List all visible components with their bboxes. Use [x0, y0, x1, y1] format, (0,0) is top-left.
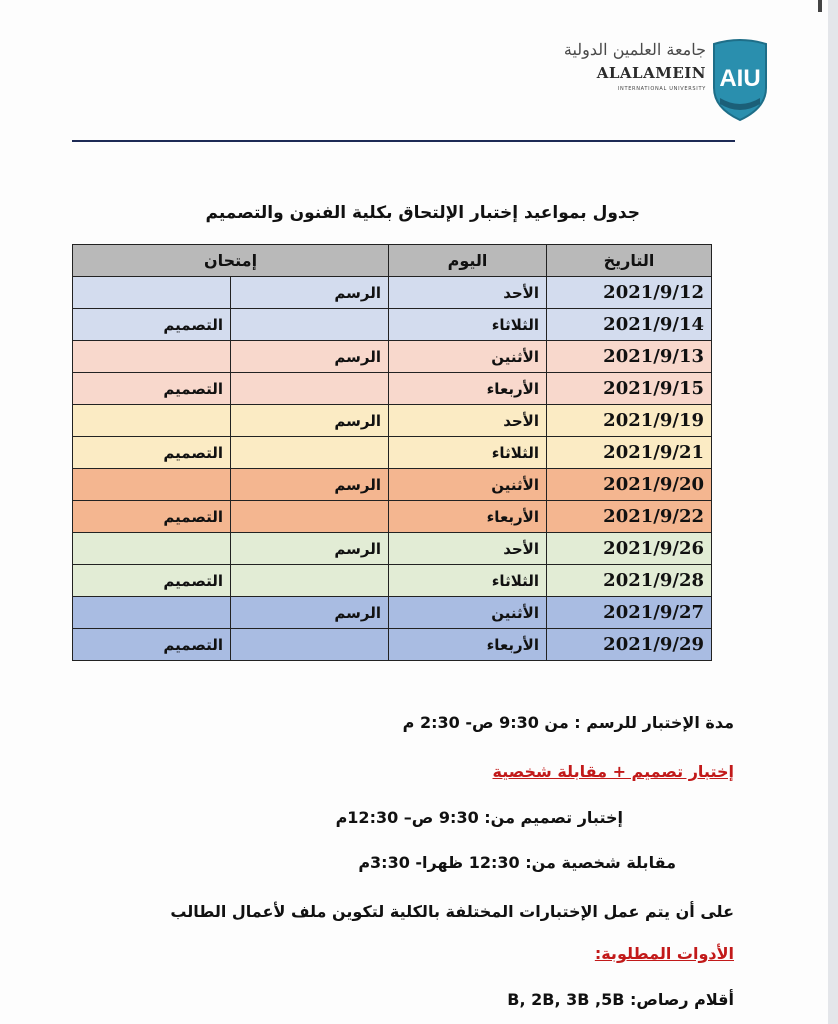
- day-cell: الأحد: [389, 533, 547, 565]
- table-row: [73, 469, 712, 501]
- exam-empty-cell: [231, 501, 389, 533]
- date-cell: 2021/9/15: [547, 373, 712, 405]
- schedule-table: [72, 244, 712, 661]
- exam-empty-cell: [231, 309, 389, 341]
- day-cell: الثلاثاء: [389, 437, 547, 469]
- day-cell: الأثنين: [389, 597, 547, 629]
- day-cell: الأحد: [389, 277, 547, 309]
- date-cell: 2021/9/22: [547, 501, 712, 533]
- date-cell: 2021/9/28: [547, 565, 712, 597]
- exam-cell: التصميم: [73, 309, 231, 341]
- header-divider: [72, 140, 735, 142]
- exam-empty-cell: [73, 277, 231, 309]
- date-cell: 2021/9/19: [547, 405, 712, 437]
- exam-cell: التصميم: [73, 437, 231, 469]
- tools-heading: الأدوات المطلوبة:: [594, 944, 734, 963]
- table-row: [73, 373, 712, 405]
- exam-empty-cell: [73, 533, 231, 565]
- table-row: [73, 501, 712, 533]
- design-interview-heading: إختبار تصميم + مقابلة شخصية: [492, 762, 734, 781]
- exam-cell: التصميم: [73, 501, 231, 533]
- table-row: [73, 341, 712, 373]
- exam-empty-cell: [231, 629, 389, 661]
- day-cell: الأربعاء: [389, 373, 547, 405]
- exam-empty-cell: [231, 437, 389, 469]
- drawing-duration: مدة الإختبار للرسم : من 9:30 ص- 2:30 م: [402, 713, 734, 732]
- header-date: التاريخ: [547, 245, 712, 277]
- exam-cell: الرسم: [231, 533, 389, 565]
- date-cell: 2021/9/21: [547, 437, 712, 469]
- exam-empty-cell: [73, 341, 231, 373]
- date-cell: 2021/9/12: [547, 277, 712, 309]
- day-cell: الأربعاء: [389, 629, 547, 661]
- exam-empty-cell: [73, 405, 231, 437]
- interview-time: مقابلة شخصية من: 12:30 ظهرا- 3:30م: [358, 853, 676, 872]
- day-cell: الأثنين: [389, 341, 547, 373]
- table-row: [73, 309, 712, 341]
- table-row: [73, 405, 712, 437]
- exam-cell: التصميم: [73, 565, 231, 597]
- table-row: [73, 533, 712, 565]
- table-row: [73, 565, 712, 597]
- table-row: [73, 629, 712, 661]
- aiu-shield-icon: [710, 36, 770, 122]
- table-row: [73, 597, 712, 629]
- day-cell: الأربعاء: [389, 501, 547, 533]
- exam-empty-cell: [231, 565, 389, 597]
- day-cell: الثلاثاء: [389, 309, 547, 341]
- table-header-row: [73, 245, 712, 277]
- date-cell: 2021/9/27: [547, 597, 712, 629]
- day-cell: الأثنين: [389, 469, 547, 501]
- design-time: إختبار تصميم من: 9:30 ص– 12:30م: [335, 808, 623, 827]
- exam-cell: الرسم: [231, 405, 389, 437]
- header-exam: إمتحان: [73, 245, 389, 277]
- exam-empty-cell: [73, 597, 231, 629]
- table-row: [73, 277, 712, 309]
- table-row: [73, 437, 712, 469]
- window-edge: [828, 0, 838, 1024]
- university-logo: [565, 36, 770, 126]
- logo-subtitle: INTERNATIONAL UNIVERSITY: [617, 86, 706, 92]
- pencils-line: أقلام رصاص: B, 2B, 3B ,5B: [507, 990, 734, 1009]
- day-cell: الثلاثاء: [389, 565, 547, 597]
- exam-cell: الرسم: [231, 277, 389, 309]
- date-cell: 2021/9/26: [547, 533, 712, 565]
- edge-marker: [818, 0, 822, 12]
- logo-english-name: ALALAMEIN: [596, 64, 706, 82]
- exam-cell: التصميم: [73, 373, 231, 405]
- date-cell: 2021/9/20: [547, 469, 712, 501]
- exam-cell: الرسم: [231, 597, 389, 629]
- date-cell: 2021/9/14: [547, 309, 712, 341]
- exam-empty-cell: [231, 373, 389, 405]
- date-cell: 2021/9/29: [547, 629, 712, 661]
- portfolio-note: على أن يتم عمل الإختبارات المختلفة بالكلية لتكوين ملف لأعمال الطالب: [170, 902, 734, 921]
- page-title: جدول بمواعيد إختبار الإلتحاق بكلية الفنون والتصميم: [205, 203, 640, 223]
- exam-cell: الرسم: [231, 341, 389, 373]
- logo-mark: AIU: [719, 65, 761, 92]
- exam-empty-cell: [73, 469, 231, 501]
- header-day: اليوم: [389, 245, 547, 277]
- exam-cell: الرسم: [231, 469, 389, 501]
- date-cell: 2021/9/13: [547, 341, 712, 373]
- logo-arabic-name: جامعة العلمين الدولية: [563, 40, 706, 59]
- day-cell: الأحد: [389, 405, 547, 437]
- exam-cell: التصميم: [73, 629, 231, 661]
